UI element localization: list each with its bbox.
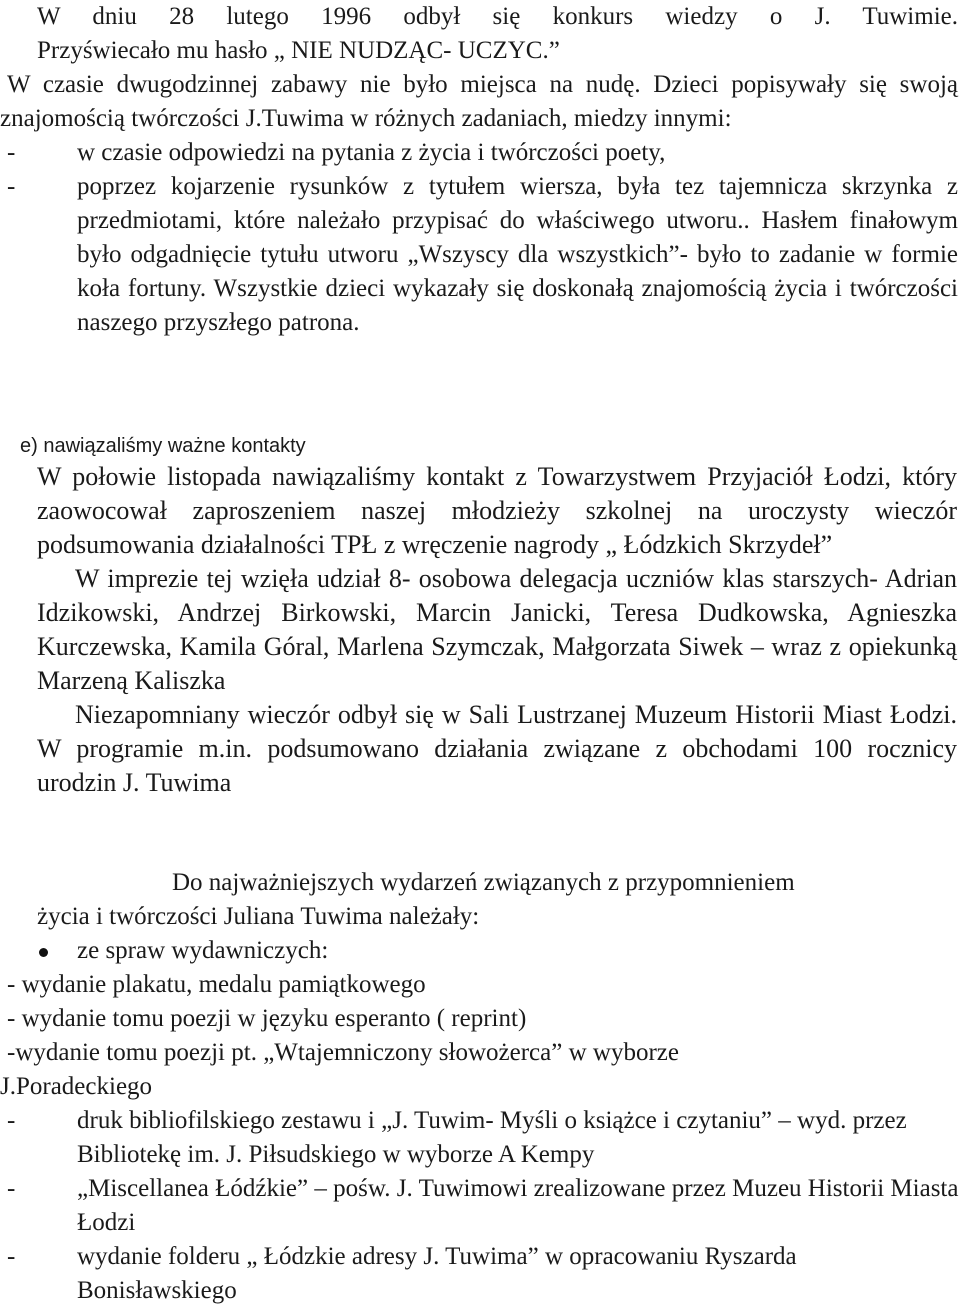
dash-marker: -: [7, 1175, 16, 1202]
bullet-dot-icon: [39, 948, 48, 957]
events-heading-line-2: życia i twórczości Juliana Tuwima należały:: [37, 903, 480, 930]
intro-paragraph: W czasie dwugodzinnej zabawy nie było miejsca na nudę. Dzieci popisywały się swoją znajomością twórczości J.Tuwima w różnych zadaniach, miedzy innymi:: [0, 71, 958, 132]
dash-marker: -: [7, 139, 16, 166]
list-item: [0, 170, 958, 340]
intro-section: [0, 0, 958, 340]
list-item-text: poprzez kojarzenie rysunków z tytułem wiersza, była tez tajemnicza skrzynka z przedmiotami, które należało przypisać do właściwego utworu.. Hasłem finałowym było odgadnięcie tytułu utworu „Wszyscy dla wszystkich”- było to zadanie w formie koła fortuny. Wszystkie dzieci wykazały się doskonałą znajomością życia i twórczości naszego przyszłego patrona.: [77, 173, 958, 336]
list-item: [0, 1240, 960, 1308]
events-heading-line-1: Do najważniejszych wydarzeń związanych z przypomnieniem: [172, 869, 795, 896]
intro-line-2: Przyświecało mu hasło „ NIE NUDZĄC- UCZYC.”: [37, 37, 560, 64]
publication-list: [0, 1104, 960, 1308]
intro-line-1: W dniu 28 lutego 1996 odbył się konkurs wiedzy o J. Tuwimie.: [37, 3, 958, 30]
contacts-paragraph-1: W połowie listopada nawiązaliśmy kontakt z Towarzystwem Przyjaciół Łodzi, który zaowocował zaproszeniem naszej młodzieży szkolnej na uroczysty wieczór podsumowania działalności TPŁ z wręczenie nagrody „ Łódzkich Skrzydeł”: [37, 462, 957, 559]
publication-line: -wydanie tomu poezji pt. „Wtajemniczony słowożerca” w wyborze: [7, 1039, 679, 1066]
dash-marker: -: [7, 173, 16, 200]
dash-marker: -: [7, 1243, 16, 1270]
publication-line: - wydanie tomu poezji w języku esperanto ( reprint): [7, 1005, 527, 1032]
contacts-paragraph-3: Niezapomniany wieczór odbył się w Sali Lustrzanej Muzeum Historii Miast Łodzi. W programie m.in. podsumowano działania związane z obchodami 100 rocznicy urodzin J. Tuwima: [37, 700, 957, 797]
bullet-item-text: ze spraw wydawniczych:: [77, 937, 329, 964]
contacts-section: [37, 460, 957, 800]
list-item-text: w czasie odpowiedzi na pytania z życia i twórczości poety,: [77, 139, 666, 166]
dash-marker: -: [7, 1107, 16, 1134]
publication-line-tail: J.Poradeckiego: [0, 1073, 153, 1100]
list-item: [0, 1172, 960, 1240]
publication-line: - wydanie plakatu, medalu pamiątkowego: [7, 971, 426, 998]
list-item: [0, 1104, 960, 1172]
list-item-text: „Miscellanea Łódźkie” – pośw. J. Tuwimowi zrealizowane przez Muzeu Historii Miasta Łodzi: [77, 1175, 959, 1236]
section-heading: e) nawiązaliśmy ważne kontakty: [20, 435, 306, 457]
list-item-text: druk bibliofilskiego zestawu i „J. Tuwim- Myśli o książce i czytaniu” – wyd. przez Bibliotekę im. J. Piłsudskiego w wyborze A Kempy: [77, 1107, 907, 1168]
list-item-text: wydanie folderu „ Łódzkie adresy J. Tuwima” w opracowaniu Ryszarda Bonisławskiego: [77, 1243, 797, 1304]
contest-task-list: [0, 136, 958, 340]
contacts-paragraph-2: W imprezie tej wzięła udział 8- osobowa delegacja uczniów klas starszych- Adrian Idzikowski, Andrzej Birkowski, Marcin Janicki, Teresa Dudkowska, Agnieszka Kurczewska, Kamila Góral, Marlena Szymczak, Małgorzata Siwek – wraz z opiekunką Marzeną Kaliszka: [37, 564, 957, 695]
events-section: [0, 866, 960, 1308]
list-item: [0, 136, 958, 170]
bullet-item: [0, 934, 960, 968]
